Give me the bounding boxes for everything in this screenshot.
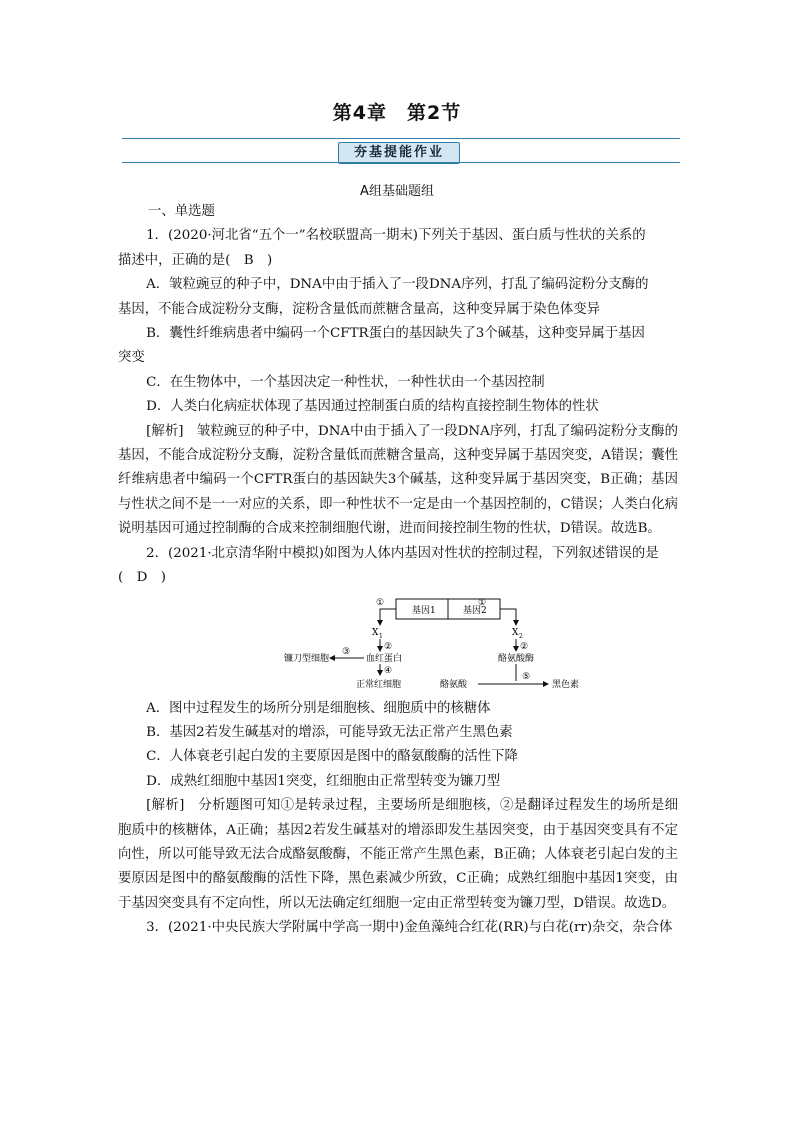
q1-option-a-line2: 基因，不能合成淀粉分支酶，淀粉含量低而蔗糖含量高，这种变异属于染色体变异 bbox=[118, 301, 601, 317]
x2-label: X bbox=[512, 627, 519, 638]
section-badge: 夯基提能作业 bbox=[338, 142, 460, 164]
q2-option-b: B．基因2若发生碱基对的增添，可能导致无法正常产生黑色素 bbox=[146, 724, 513, 740]
content bbox=[118, 200, 678, 941]
page-title: 第4章 第2节 bbox=[332, 102, 462, 124]
q1-option-c: C．在生物体中，一个基因决定一种性状，一种性状由一个基因控制 bbox=[146, 374, 545, 390]
title-rule-bottom bbox=[122, 162, 680, 163]
gene2-label: 基因2 bbox=[463, 605, 487, 616]
q2-option-a: A．图中过程发生的场所分别是细胞核、细胞质中的核糖体 bbox=[146, 700, 491, 716]
q1-option-a-line1: A．皱粒豌豆的种子中，DNA中由于插入了一段DNA序列，打乱了编码淀粉分支酶的 bbox=[146, 277, 649, 293]
section-heading: 一、单选题 bbox=[148, 204, 215, 219]
gene1-label: 基因1 bbox=[412, 605, 436, 616]
diagram-svg bbox=[118, 595, 678, 693]
arrow-transcription-1 bbox=[380, 609, 396, 625]
x1-sub: 1 bbox=[379, 632, 383, 640]
step2-right-label: ② bbox=[520, 641, 529, 652]
tyrosinase-label: 酪氨酸酶 bbox=[498, 653, 535, 664]
step1-right-label: ① bbox=[478, 597, 487, 608]
step3-label: ③ bbox=[342, 646, 351, 657]
group-heading: A组基础题组 bbox=[360, 184, 434, 199]
normal-rbc-label: 正常红细胞 bbox=[356, 679, 402, 690]
q1-option-b-line2: 突变 bbox=[118, 350, 145, 366]
step4-label: ④ bbox=[384, 665, 393, 676]
arrow-transcription-2 bbox=[500, 609, 516, 625]
q1-option-d: D．人类白化病症状体现了基因通过控制蛋白质的结构直接控制生物体的性状 bbox=[146, 399, 599, 415]
q2-stem-line1: 2．(2021·北京清华附中模拟)如图为人体内基因对性状的控制过程，下列叙述错误的是 bbox=[146, 545, 659, 561]
melanin-label: 黑色素 bbox=[552, 679, 580, 690]
step1-left-label: ① bbox=[376, 597, 385, 608]
q1-stem-line1: 1．(2020·河北省“五个一”名校联盟高一期末)下列关于基因、蛋白质与性状的关系的 bbox=[146, 228, 646, 244]
q1-option-b-line1: B．囊性纤维病患者中编码一个CFTR蛋白的基因缺失了3个碱基，这种变异属于基因 bbox=[146, 326, 645, 342]
x2-sub: 2 bbox=[519, 632, 523, 640]
title-rule-top bbox=[122, 138, 680, 139]
q2-stem-line2: ( D ) bbox=[118, 570, 166, 586]
q2-option-d: D．成熟红细胞中基因1突变，红细胞由正常型转变为镰刀型 bbox=[146, 773, 501, 789]
tyrosine-label: 酪氨酸 bbox=[440, 679, 468, 690]
step2-left-label: ② bbox=[384, 641, 393, 652]
step5-label: ⑤ bbox=[522, 671, 531, 682]
q1-explanation: [解析] 皱粒豌豆的种子中，DNA中由于插入了一段DNA序列，打乱了编码淀粉分支酶的基因，不能合成淀粉分支酶，淀粉含量低而蔗糖含量高，这种变异属于基因突变，A错误；囊性纤维病患者中编码一个CFTR蛋白的基因缺失3个碱基，这种变异属于基因突变，B正确；基因与性状之间不是一一对应的关系，即一种性状不一定是由一个基因控制的，C错误；人类白化病说明基因可通过控制酶的合成来控制细胞代谢，进而间接控制生物的性状，D错误。故选B。 bbox=[118, 423, 678, 537]
q1-stem-line2: 描述中，正确的是( B ) bbox=[118, 252, 273, 268]
q3-stem-line1: 3．(2021·中央民族大学附属中学高一期中)金鱼藻纯合红花(RR)与白花(rr)杂交，杂合体 bbox=[146, 920, 673, 936]
q2-option-c: C．人体衰老引起白发的主要原因是图中的酪氨酸酶的活性下降 bbox=[146, 749, 518, 765]
hemoglobin-label: 血红蛋白 bbox=[366, 653, 403, 664]
sickle-cell-label: 镰刀型细胞 bbox=[284, 653, 330, 664]
x1-label: X bbox=[372, 627, 379, 638]
q2-explanation: [解析] 分析题图可知①是转录过程，主要场所是细胞核，②是翻译过程发生的场所是细胞质中的核糖体，A正确；基因2若发生碱基对的增添即发生基因突变，由于基因突变具有不定向性，所以可能导致无法合成酪氨酸酶，不能正常产生黑色素，B正确；人体衰老引起白发的主要原因是图中的酪氨酸酶的活性下降，黑色素减少所致，C正确；成熟红细胞中基因1突变，由于基因突变具有不定向性，所以无法确定红细胞一定由正常型转变为镰刀型，D错误。故选D。 bbox=[118, 798, 678, 911]
gene-control-diagram bbox=[118, 595, 678, 693]
